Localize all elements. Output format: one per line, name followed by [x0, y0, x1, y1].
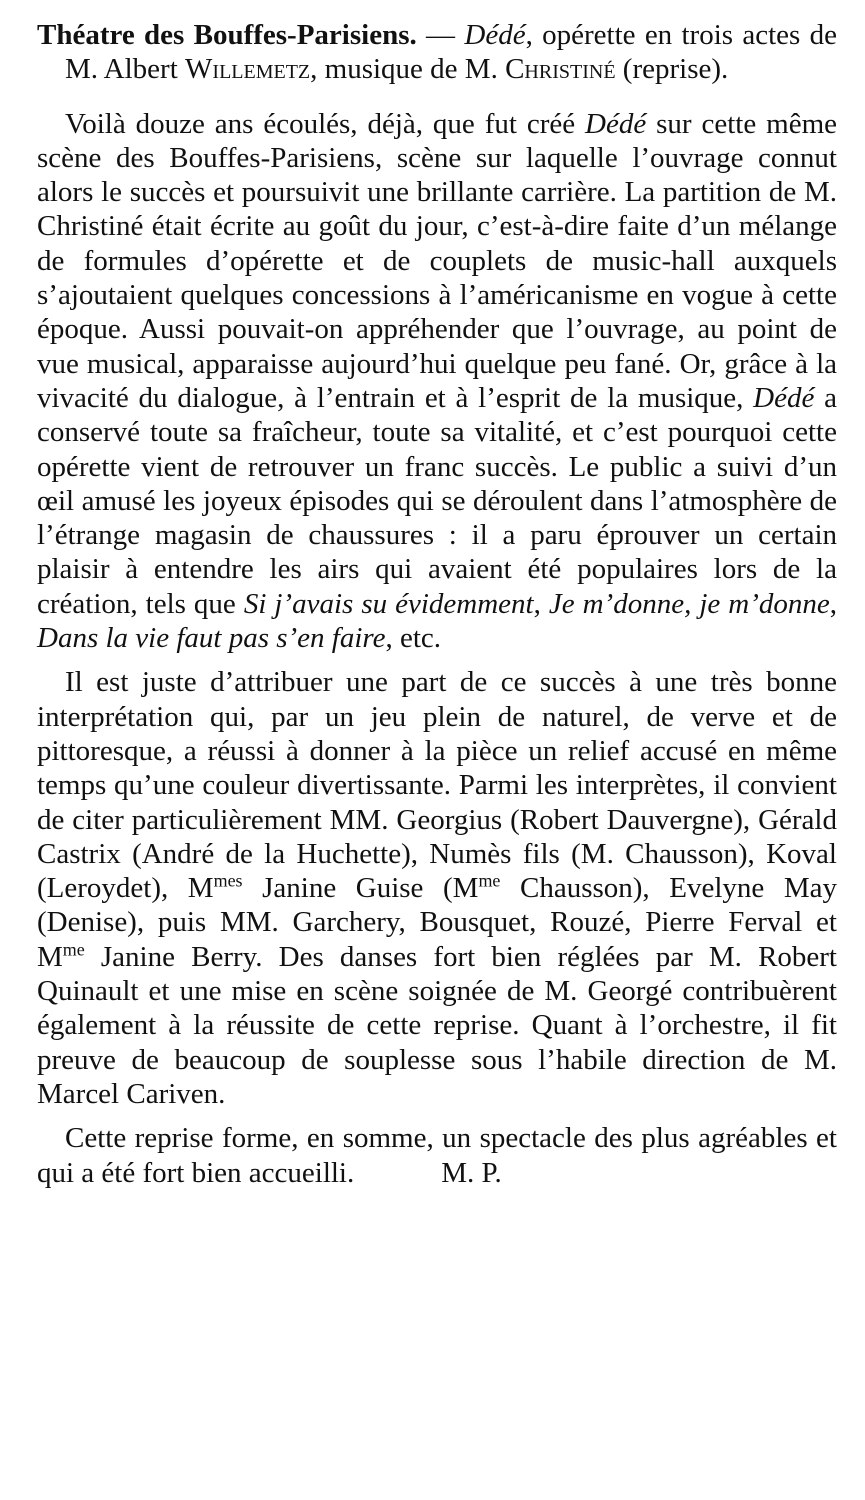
p2-text-1: Il est juste d’attribuer une part de ce succès à une très bonne interprétation qui, par un jeu plein de naturel, de verve et de pittoresque, a réussi à donner à la pièce un relief accusé en même temps qu’une couleur divertissante. Parmi les interprètes, il convient de citer particulièrement MM. Georgius (Robert Dauvergne), Gérald Castrix (André de la Huchette), Numès fils (M. Chausson), Koval (Leroydet), M [37, 666, 837, 905]
song-title-3: Dans la vie faut pas s’en faire [37, 622, 386, 655]
review-page [37, 18, 837, 1200]
composer-name: Christiné [505, 53, 616, 86]
p1-sep-2: , [829, 587, 837, 620]
song-title-2: Je m’donne, je m’donne [548, 587, 830, 620]
p2-text-4: Janine Berry. Des danses fort bien réglées par M. Robert Quinault et une mise en scène soignée de M. Georgé contribuèrent également à la réussite de cette reprise. Quant à l’orchestre, il fit preuve de beaucoup de souplesse sous l’habile direction de M. Marcel Cariven. [37, 940, 837, 1110]
heading-desc-2: , musique de M. [310, 53, 506, 86]
heading-desc-3: (reprise). [615, 53, 729, 86]
p1-text-4: , etc. [385, 622, 442, 655]
review-signature: M. P. [441, 1156, 502, 1189]
p2-sup-3: me [62, 939, 85, 960]
p1-title-ref-2: Dédé [753, 381, 815, 414]
review-paragraph-2 [37, 665, 837, 1111]
p3-text: Cette reprise forme, en somme, un spectacle des plus agréables et qui a été fort bien accueilli. [37, 1122, 837, 1189]
p1-text-1: Voilà douze ans écoulés, déjà, que fut créé [65, 107, 586, 140]
heading-desc-1: , opérette en trois actes de M. Albert [65, 19, 837, 86]
p2-sup-1: mes [213, 870, 243, 891]
song-title-1: Si j’avais su évidemment [243, 587, 534, 620]
work-title: Dédé [464, 19, 526, 51]
author-name: Willemetz [185, 53, 311, 86]
heading-dash: — [416, 19, 465, 51]
review-paragraph-1 [37, 107, 837, 656]
review-paragraph-3 [37, 1121, 837, 1190]
p2-sup-2: me [478, 870, 501, 891]
p1-text-3: a conservé toute sa fraîcheur, toute sa vitalité, et c’est pourquoi cette opérette vient de retrouver un franc succès. Le public a suivi d’un œil amusé les joyeux épisodes qui se déroulent dans l’atmosphère de l’étrange magasin de chaussures : il a paru éprouver un certain plaisir à entendre les airs qui avaient été populaires lors de la création, tels que [37, 381, 837, 620]
p1-title-ref-1: Dédé [585, 107, 647, 140]
p2-text-2: Janine Guise (M [242, 872, 479, 905]
review-heading [37, 18, 837, 87]
p1-text-2: sur cette même scène des Bouffes-Parisiens, scène sur laquelle l’ouvrage connut alors le succès et poursuivit une brillante carrière. La partition de M. Christiné était écrite au goût du jour, c’est-à-dire faite d’un mélange de formules d’opérette et de couplets de music-hall auxquels s’ajoutaient quelques concessions à l’américanisme en vogue à cette époque. Aussi pouvait-on appréhender que l’ouvrage, au point de vue musical, apparaisse aujourd’hui quelque peu fané. Or, grâce à la vivacité du dialogue, à l’entrain et à l’esprit de la musique, [37, 107, 837, 414]
p2-text-3: Chausson), Evelyne May (Denise), puis MM. Garchery, Bousquet, Rouzé, Pierre Ferval et M [37, 872, 837, 973]
venue-name: Théatre des Bouffes-Parisiens. [37, 19, 417, 51]
p1-sep-1: , [533, 587, 549, 620]
